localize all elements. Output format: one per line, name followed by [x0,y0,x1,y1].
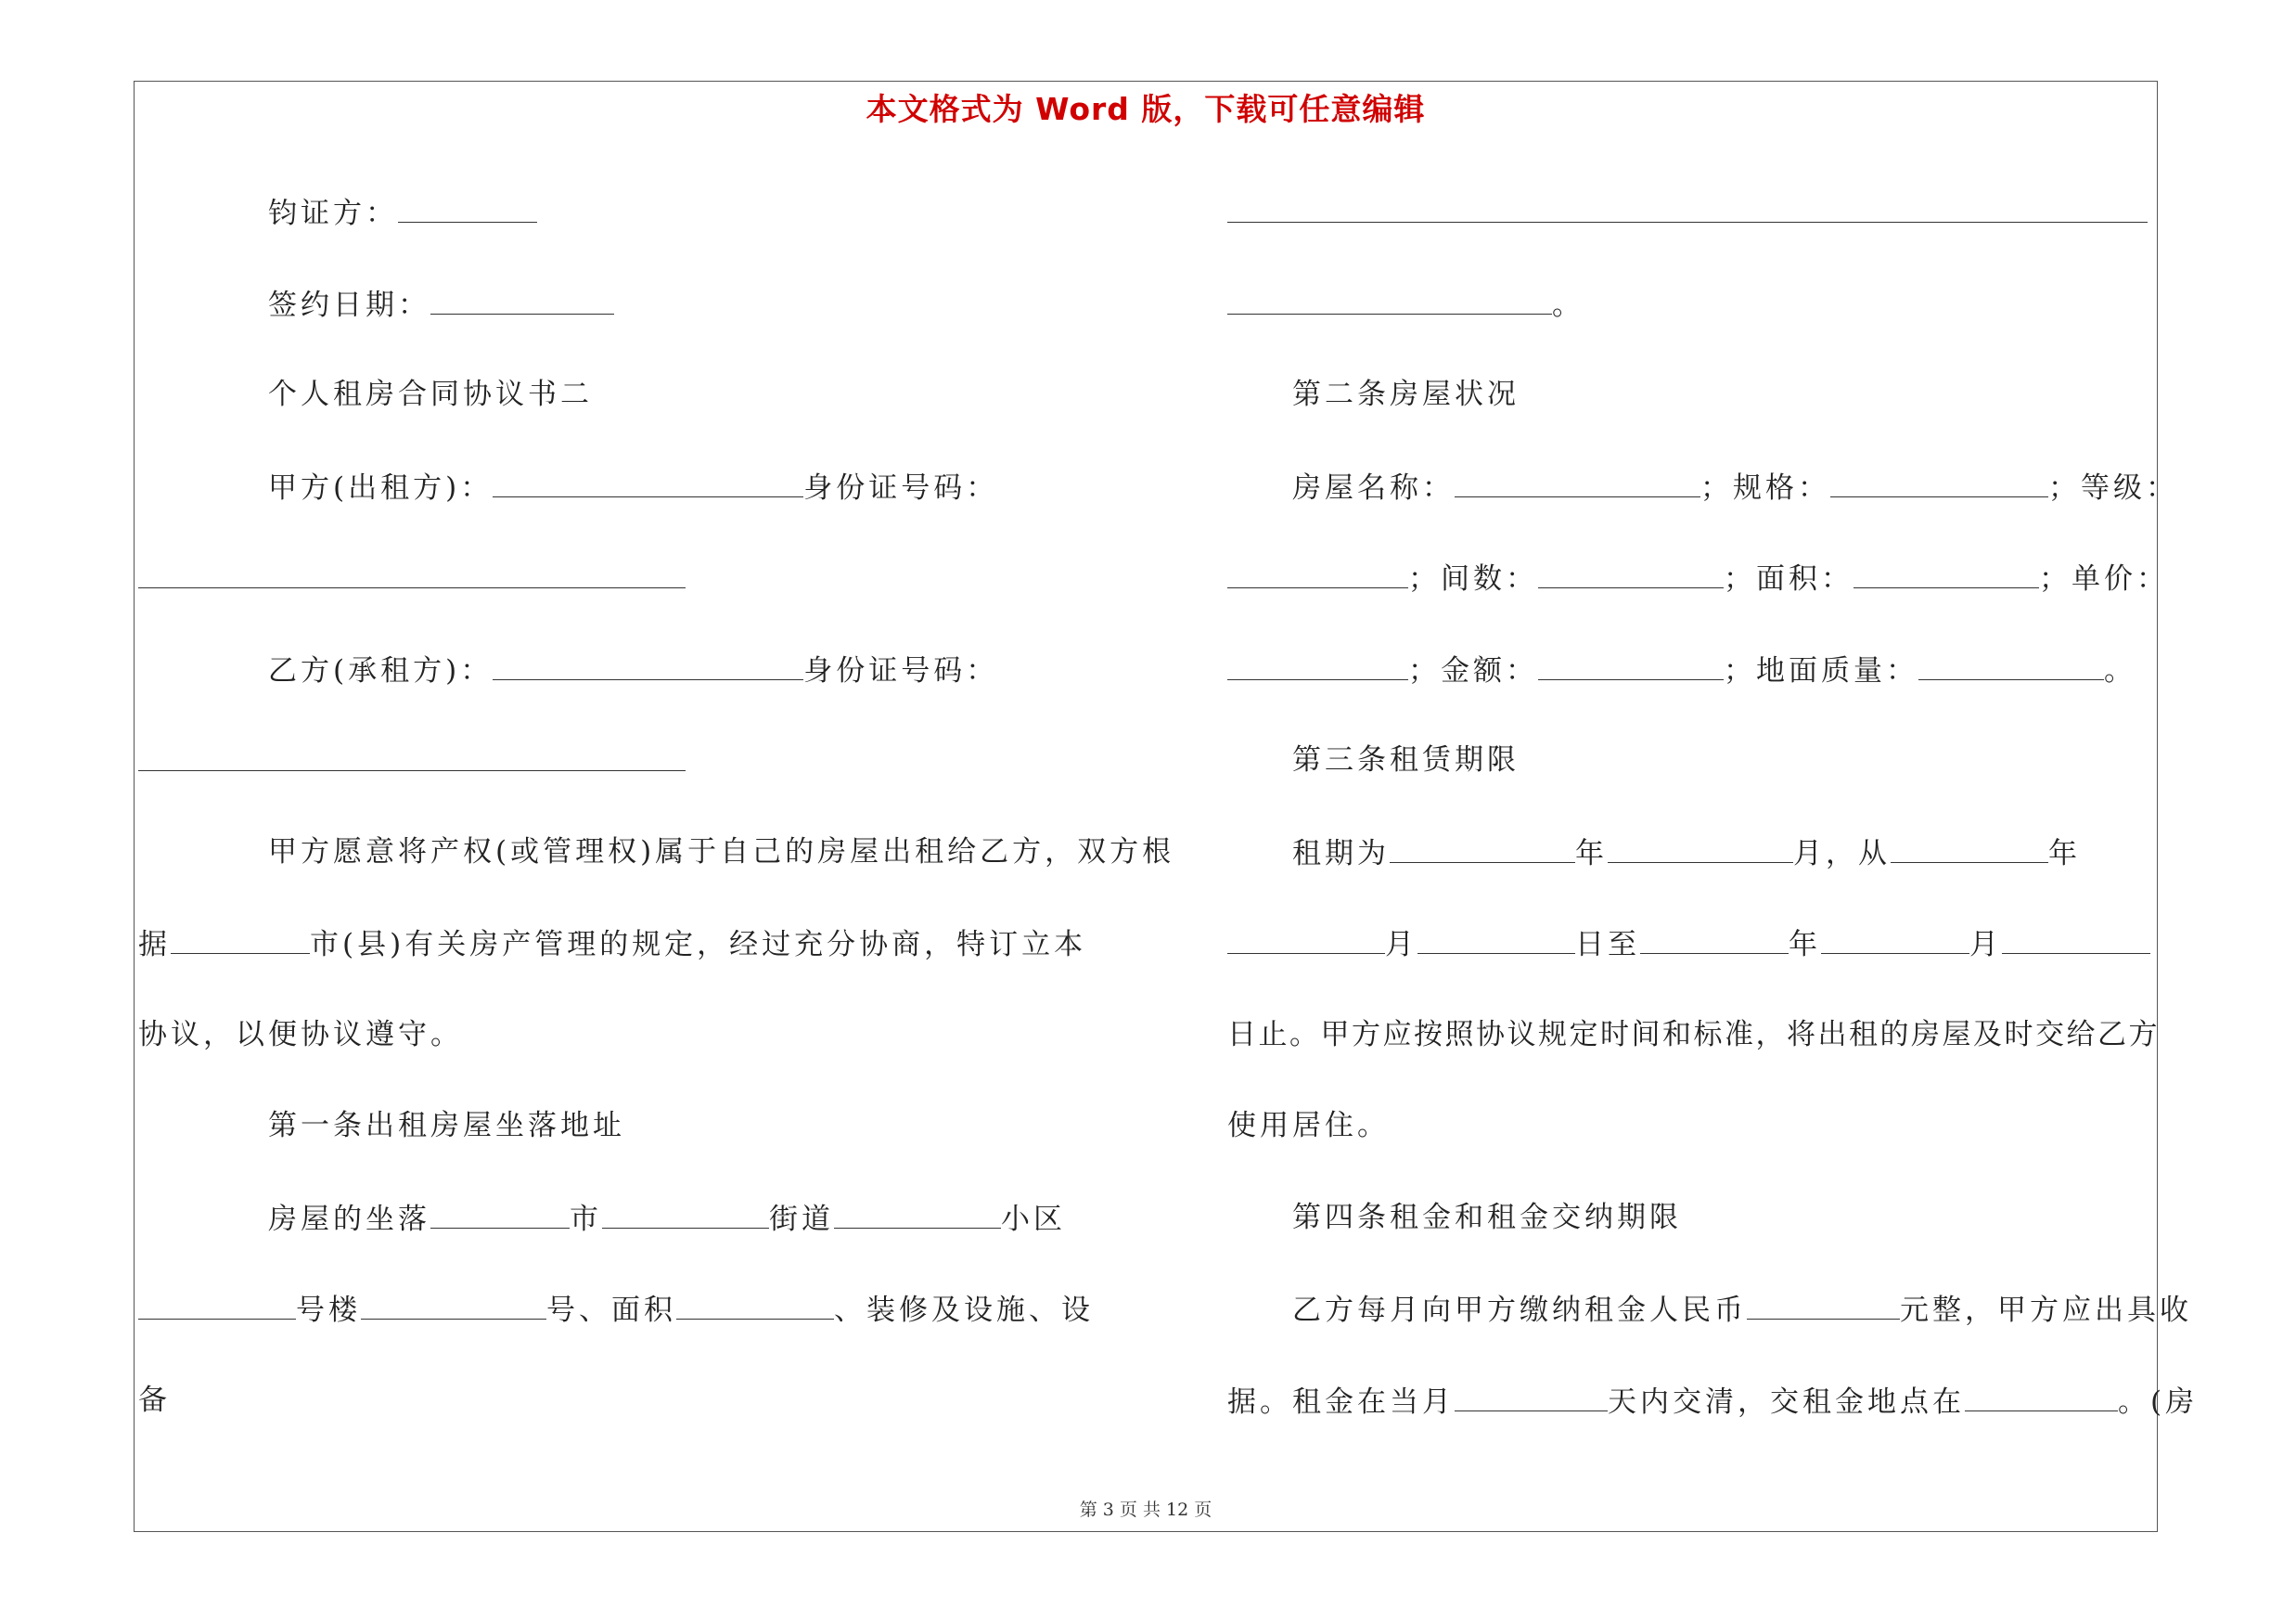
party-a-label: 甲方(出租方)： [268,470,494,505]
witness-blank[interactable] [398,190,537,223]
term-months-blank[interactable] [1608,831,1793,863]
month-from-label: 月，从 [1793,836,1891,870]
para1-rules: 市(县)有关房产管理的规定，经过充分协商，特订立本 [310,928,1087,961]
price-blank[interactable] [1227,648,1408,680]
amount-end: 。 [2104,653,2136,688]
house-area-blank[interactable] [1853,556,2039,588]
rent-line-2 [1227,1379,2199,1471]
party-a-id-blank[interactable] [138,556,686,588]
end-day-blank[interactable] [2002,921,2150,954]
rent-continue-text: 。(房 [2118,1385,2199,1419]
building-label: 号楼 [296,1294,361,1327]
house-area-label: ；面积： [1724,562,1853,596]
sign-date-line [203,282,1131,374]
party-b-label: 乙方(承租方)： [268,653,494,688]
party-b-id-label: 身份证号码： [803,653,999,688]
floor-label: ；地面质量： [1724,653,1918,688]
area-label: 号、面积 [546,1294,676,1327]
zone-label: 小区 [1001,1202,1066,1236]
location-city-blank[interactable] [430,1196,570,1229]
location-line [203,1196,1131,1288]
start-month-blank[interactable] [1227,921,1385,954]
start-month-label: 月 [1385,928,1417,961]
day-to-label: 日至 [1575,928,1640,961]
building-blank[interactable] [138,1287,296,1320]
zone-blank[interactable] [834,1196,1001,1229]
address-blank-2[interactable] [1227,282,1552,315]
city-blank[interactable] [171,921,310,954]
rooms-line [1227,556,2169,648]
address-end: 。 [1552,288,1584,322]
rent-due-label: 据。租金在当月 [1227,1385,1455,1419]
address-line-1 [1227,190,2151,282]
term-label: 租期为 [1292,836,1390,870]
rent-line-1 [1227,1287,2192,1379]
rooms-label: ；间数： [1408,562,1538,596]
rooms-blank[interactable] [1538,556,1724,588]
party-b-blank[interactable] [493,648,803,680]
party-b-id-line [138,739,1131,831]
article-1-heading: 第一条出租房屋坐落地址 [268,1109,625,1142]
location-label: 房屋的坐落 [268,1202,430,1236]
para1-line2 [138,921,1131,1013]
start-year-label: 年 [2048,836,2081,870]
rent-place-blank[interactable] [1965,1379,2118,1411]
rent-place-label: 天内交清，交租金地点在 [1608,1385,1965,1419]
right-column [1227,190,2199,1470]
party-a-id-line [138,556,1131,648]
grade-blank[interactable] [1227,556,1408,588]
sign-date-blank[interactable] [430,282,614,315]
equipment-line: 备 [138,1383,171,1417]
para1-line3: 协议，以便协议遵守。 [138,1017,463,1051]
term-end-line: 日止。甲方应按照协议规定时间和标准，将出租的房屋及时交给乙方 [1227,1017,2160,1051]
para1-line1: 甲方愿意将产权(或管理权)属于自己的房屋出租给乙方，双方根 [268,834,1175,869]
sign-date-label: 签约日期： [268,288,430,322]
number-blank[interactable] [361,1287,546,1320]
term-years-blank[interactable] [1390,831,1575,863]
street-label: 街道 [769,1202,834,1236]
party-a-line [203,465,1131,557]
street-blank[interactable] [602,1196,769,1229]
rent-receipt-text: 元整，甲方应出具收 [1900,1294,2192,1327]
term-dates-line [1227,921,2151,1013]
start-day-blank[interactable] [1417,921,1575,954]
house-name-label: 房屋名称： [1292,470,1455,505]
use-line: 使用居住。 [1227,1109,1390,1142]
amount-label: ；金额： [1408,653,1538,688]
amount-line [1227,648,2151,740]
decor-label: 、装修及设施、设 [834,1294,1094,1327]
para1-ju: 据 [138,928,171,961]
house-name-line [1227,465,2178,557]
address-blank-1[interactable] [1227,190,2148,223]
party-a-id-label: 身份证号码： [803,470,999,505]
building-line [138,1287,1131,1379]
article-4-heading: 第四条租金和租金交纳期限 [1292,1200,1682,1234]
article-3-heading: 第三条租赁期限 [1292,743,1520,777]
rent-days-blank[interactable] [1455,1379,1608,1411]
area-blank[interactable] [676,1287,834,1320]
party-a-blank[interactable] [493,465,803,497]
end-year-label: 年 [1789,928,1821,961]
format-banner: 本文格式为 Word 版，下载可任意编辑 [866,91,1426,127]
spec-blank[interactable] [1830,465,2048,497]
end-month-label: 月 [1969,928,2002,961]
rent-amount-blank[interactable] [1747,1287,1900,1320]
year-label: 年 [1575,836,1608,870]
contract-title-2: 个人租房合同协议书二 [268,378,593,411]
term-line [1227,831,2151,922]
rent-label: 乙方每月向甲方缴纳租金人民币 [1292,1294,1747,1327]
start-year-blank[interactable] [1891,831,2048,863]
house-name-blank[interactable] [1455,465,1700,497]
witness-line [203,190,1131,282]
end-month-blank[interactable] [1821,921,1969,954]
price-label: ；单价： [2039,562,2169,596]
spec-label: ；规格： [1700,470,1830,505]
end-year-blank[interactable] [1640,921,1789,954]
grade-label: ；等级： [2048,470,2178,505]
party-b-id-blank[interactable] [138,739,686,771]
floor-blank[interactable] [1918,648,2104,680]
amount-blank[interactable] [1538,648,1724,680]
city-label: 市 [570,1202,602,1236]
party-b-line [203,648,1131,740]
page-footer: 第 3 页 共 12 页 [1079,1500,1212,1520]
left-column [138,190,1175,1470]
article-2-heading: 第二条房屋状况 [1292,378,1520,411]
witness-label: 钧证方： [268,197,398,230]
address-line-2 [1227,282,2151,374]
